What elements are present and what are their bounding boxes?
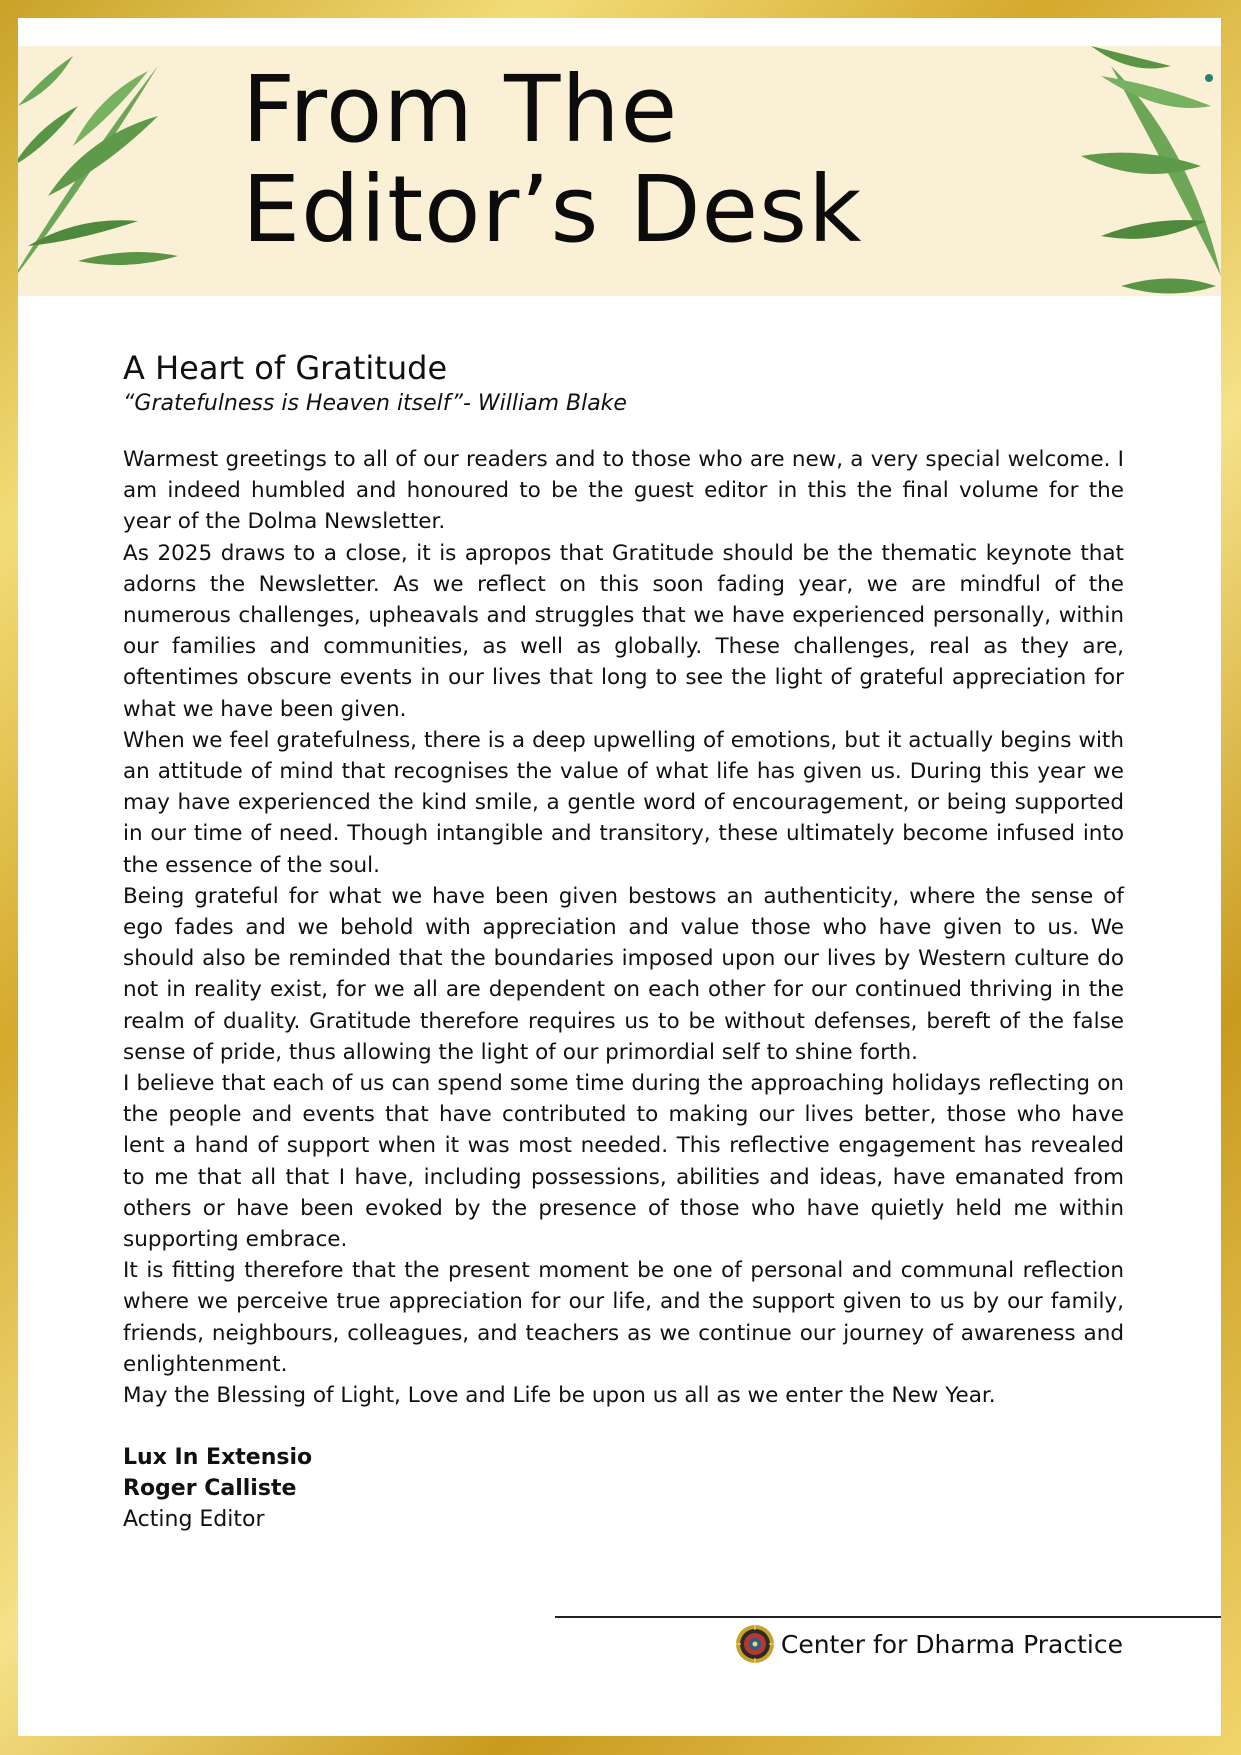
signoff (123, 1442, 1124, 1535)
article-quote: “Gratefulness is Heaven itself”- William Blake (123, 391, 627, 416)
article-paragraph: May the Blessing of Light, Love and Life be upon us all as we enter the New Year. (123, 1383, 996, 1409)
article-title: A Heart of Gratitude (123, 349, 448, 387)
banner-title-line-2: Editor’s Desk (242, 156, 863, 263)
article-paragraph: I believe that each of us can spend some time during the approaching holidays reflecting on the people and events that have contributed to making our lives better, those who have lent a hand of support when it was most needed. This reflective engagement has revealed to me that all that I have, including possessions, abilities and ideas, have emanated from others or have been evoked by the presence of those who have quietly held me within supporting embrace. (123, 1071, 1124, 1253)
signoff-role: Acting Editor (123, 1507, 265, 1533)
article-paragraph: Warmest greetings to all of our readers and to those who are new, a very special welcome. I am indeed humbled and honoured to be the guest editor in this the final volume for the year of the Dolma Newsletter. (123, 447, 1124, 535)
article (123, 348, 1124, 1535)
header-banner (18, 46, 1221, 296)
leaf-decoration-right-icon (991, 46, 1221, 296)
footer (735, 1622, 1123, 1666)
leaf-decoration-left-icon (18, 46, 218, 296)
footer-org-name: Center for Dharma Practice (780, 1629, 1123, 1659)
dharma-emblem-icon (735, 1624, 775, 1664)
article-paragraph: Being grateful for what we have been given bestows an authenticity, where the sense of ego fades and we behold with appreciation and value those who have given to us. We should also be reminded that the boundaries imposed upon our lives by Western culture do not in reality exist, for we all are dependent on each other for our continued thriving in the realm of duality. Gratitude therefore requires us to be without defenses, bereft of the false sense of pride, thus allowing the light of our primordial self to shine forth. (123, 883, 1124, 1065)
article-paragraph: As 2025 draws to a close, it is apropos that Gratitude should be the thematic keynote that adorns the Newsletter. As we reflect on this soon fading year, we are mindful of the numerous challenges, upheavals and struggles that we have experienced personally, within our families and communities, as well as globally. These challenges, real as they are, oftentimes obscure events in our lives that long to see the light of grateful appreciation for what we have been given. (123, 540, 1124, 722)
newsletter-page (18, 18, 1221, 1736)
banner-title (242, 56, 863, 263)
article-paragraph: It is fitting therefore that the present moment be one of personal and communal reflection where we perceive true appreciation for our life, and the support given to us by our family, friends, neighbours, colleagues, and teachers as we continue our journey of awareness and enlightenment. (123, 1258, 1124, 1377)
signoff-name: Roger Calliste (123, 1476, 297, 1502)
article-paragraph: When we feel gratefulness, there is a deep upwelling of emotions, but it actually begins with an attitude of mind that recognises the value of what life has given us. During this year we may have experienced the kind smile, a gentle word of encouragement, or being supported in our time of need. Though intangible and transitory, these ultimately become infused into the essence of the soul. (123, 727, 1124, 878)
signoff-motto: Lux In Extensio (123, 1445, 313, 1471)
footer-divider (555, 1616, 1221, 1618)
banner-title-line-1: From The (242, 56, 679, 163)
